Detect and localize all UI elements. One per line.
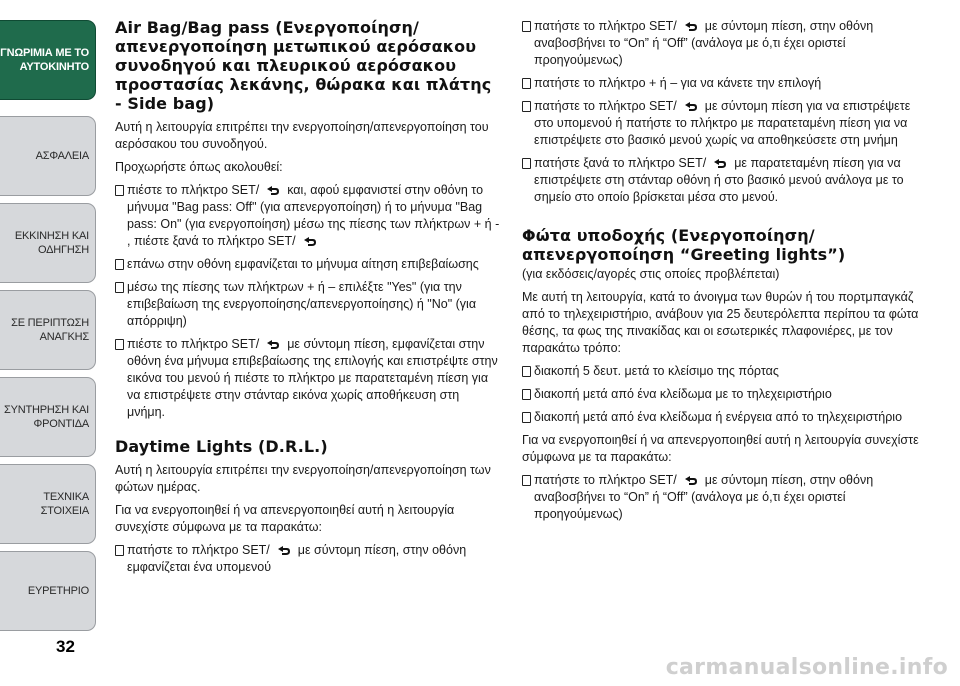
tab-label: ΤΕΧΝΙΚΑ ΣΤΟΙΧΕΙΑ [40,491,89,517]
tab-label: ΑΣΦΑΛΕΙΑ [35,150,89,162]
item-text: πατήστε το πλήκτρο + ή – για να κάνετε την επιλογή [534,76,822,90]
item-text: με σύντομη πίεση, στην οθόνη εμφανίζεται ένα υπομενού [127,543,467,574]
tab-technical-data[interactable] [0,464,96,544]
list-item [522,18,922,69]
return-arrow-icon [302,236,318,247]
return-arrow-icon [683,475,699,486]
checkbox-bullet-icon [522,475,531,486]
return-arrow-icon [683,21,699,32]
watermark: carmanualsonline.info [665,655,948,680]
tab-emergency[interactable] [0,290,96,370]
return-arrow-icon [712,158,728,169]
paragraph: Για να ενεργοποιηθεί ή να απενεργοποιηθεί αυτή η λειτουργία συνεχίστε σύμφωνα με τα παρακάτω: [522,433,919,464]
return-arrow-icon [276,545,292,556]
checkbox-bullet-icon [522,366,531,377]
list-item [522,386,922,403]
item-text: πατήστε το πλήκτρο SET/ [127,543,270,557]
item-text: με σύντομη πίεση, στην οθόνη αναβοσβήνει το “On” ή “Off” (ανάλογα με ό,τι έχει οριστεί προηγούμενως) [534,473,874,521]
checkbox-bullet-icon [115,545,124,556]
item-text: πατήστε το πλήκτρο SET/ [534,19,677,33]
list-item [522,155,922,206]
list-item [115,279,500,330]
paragraph: Αυτή η λειτουργία επιτρέπει την ενεργοποίηση/απενεργοποίηση του αερόσακου του συνοδηγού. [115,120,489,151]
tab-getting-to-know-car[interactable] [0,20,96,100]
left-column [115,18,500,582]
list-item [115,182,500,250]
paragraph: Αυτή η λειτουργία επιτρέπει την ενεργοποίηση/απενεργοποίηση των φώτων ημέρας. [115,463,491,494]
item-text: μέσω της πίεσης των πλήκτρων + ή – επιλέξτε "Yes" (για την επιβεβαίωση της ενεργοποίησης/απενεργοποίησης) ή "No" (για απόρριψη) [127,280,477,328]
checkbox-bullet-icon [115,259,124,270]
checkbox-bullet-icon [522,158,531,169]
return-arrow-icon [683,101,699,112]
chapter-sidebar [0,0,100,686]
greeting-lights-heading: Φώτα υποδοχής (Ενεργοποίηση/ απενεργοποίηση “Greeting lights”) [522,226,846,264]
list-item [522,75,922,92]
tab-label: ΕΥΡΕΤΗΡΙΟ [27,585,89,597]
tab-index[interactable] [0,551,96,631]
checkbox-bullet-icon [115,339,124,350]
item-text: πατήστε ξανά το πλήκτρο SET/ [534,156,707,170]
list-item [115,256,500,273]
item-text: πατήστε το πλήκτρο SET/ [534,99,677,113]
tab-label: ΣΕ ΠΕΡΙΠΤΩΣΗ ΑΝΑΓΚΗΣ [11,317,89,343]
item-text: με σύντομη πίεση, στην οθόνη αναβοσβήνει το “On” ή “Off” (ανάλογα με ό,τι έχει οριστεί προηγούμενως) [534,19,874,67]
item-text: με σύντομη πίεση για να επιστρέψετε στο υπομενού ή πατήστε το πλήκτρο με παρατεταμένη πίεση για να επιστρέψετε στο βασικό μενού χωρίς να αποθηκεύσετε στη μνήμη [534,99,911,147]
item-text: και, αφού εμφανιστεί στην οθόνη το μήνυμα "Bag pass: Off" (για απενεργοποίηση) ή το μήνυμα "Bag pass: On" (για ενεργοποίηση) μέσω της πίεσης των πλήκτρων + ή - , πιέστε ξανά το πλήκτρο SET/ [127,183,500,248]
item-text: πιέστε το πλήκτρο SET/ [127,337,260,351]
page-number: 32 [56,637,75,656]
paragraph: Για να ενεργοποιηθεί ή να απενεργοποιηθεί αυτή η λειτουργία συνεχίστε σύμφωνα με τα παρακάτω: [115,503,455,534]
list-item [522,363,922,380]
paragraph: Προχωρήστε όπως ακολουθεί: [115,160,283,174]
list-item [522,472,922,523]
airbag-heading: Air Bag/Bag pass (Ενεργοποίηση/ απενεργοποίηση μετωπικού αερόσακου συνοδηγού και πλευρικού αερόσακου προστασίας λεκάνης, θώρακα και πλάτης - Side bag) [115,18,492,113]
item-text: με σύντομη πίεση, εμφανίζεται στην οθόνη ένα μήνυμα επιβεβαίωσης της επιλογής και επιστρέψτε στην εικόνα του μενού ή πιέστε το πλήκτρο με παρατεταμένη πίεση για να επιστρέψετε στην στάνταρ εικόνα χωρίς αποθήκευση στη μνήμη. [127,337,498,419]
list-item [115,336,500,421]
checkbox-bullet-icon [522,101,531,112]
item-text: επάνω στην οθόνη εμφανίζεται το μήνυμα αίτηση επιβεβαίωσης [127,257,479,271]
checkbox-bullet-icon [522,78,531,89]
right-column [522,18,922,529]
return-arrow-icon [265,339,281,350]
paragraph: Με αυτή τη λειτουργία, κατά το άνοιγμα των θυρών ή του πορτμπαγκάζ από το τηλεχειριστήριο, ανάβουν για 25 δευτερόλεπτα περίπου τα φώτα θέσης, τα φως της πινακίδας και οι εσωτερικές πλαφονιέρες, με τον παρακάτω τρόπο: [522,290,919,355]
tab-label: ΕΚΚΙΝΗΣΗ ΚΑΙ ΟΔΗΓΗΣΗ [14,230,89,256]
list-item [522,409,922,426]
subtitle: (για εκδόσεις/αγορές στις οποίες προβλέπεται) [522,267,780,281]
item-text: διακοπή 5 δευτ. μετά το κλείσιμο της πόρτας [534,364,779,378]
checkbox-bullet-icon [115,185,124,196]
tab-starting-driving[interactable] [0,203,96,283]
checkbox-bullet-icon [522,21,531,32]
item-text: διακοπή μετά από ένα κλείδωμα με το τηλεχειριστήριο [534,387,832,401]
drl-heading: Daytime Lights (D.R.L.) [115,437,328,456]
item-text: διακοπή μετά από ένα κλείδωμα ή ενέργεια από το τηλεχειριστήριο [534,410,903,424]
tab-label: ΣΥΝΤΗΡΗΣΗ ΚΑΙ ΦΡΟΝΤΙΔΑ [4,404,89,430]
list-item [115,542,500,576]
checkbox-bullet-icon [522,412,531,423]
tab-maintenance[interactable] [0,377,96,457]
item-text: πιέστε το πλήκτρο SET/ [127,183,260,197]
return-arrow-icon [265,185,281,196]
list-item [522,98,922,149]
tab-safety[interactable] [0,116,96,196]
item-text: πατήστε το πλήκτρο SET/ [534,473,677,487]
item-text: με παρατεταμένη πίεση για να επιστρέψετε στη στάνταρ οθόνη ή στο βασικό μενού ανάλογα με το σημείο στο οποίο βρίσκεται μέσα στο μενού. [534,156,904,204]
checkbox-bullet-icon [115,282,124,293]
checkbox-bullet-icon [522,389,531,400]
tab-label: ΓΝΩΡΙΜΙΑ ΜΕ ΤΟ ΑΥΤΟΚΙΝΗΤΟ [0,47,89,73]
